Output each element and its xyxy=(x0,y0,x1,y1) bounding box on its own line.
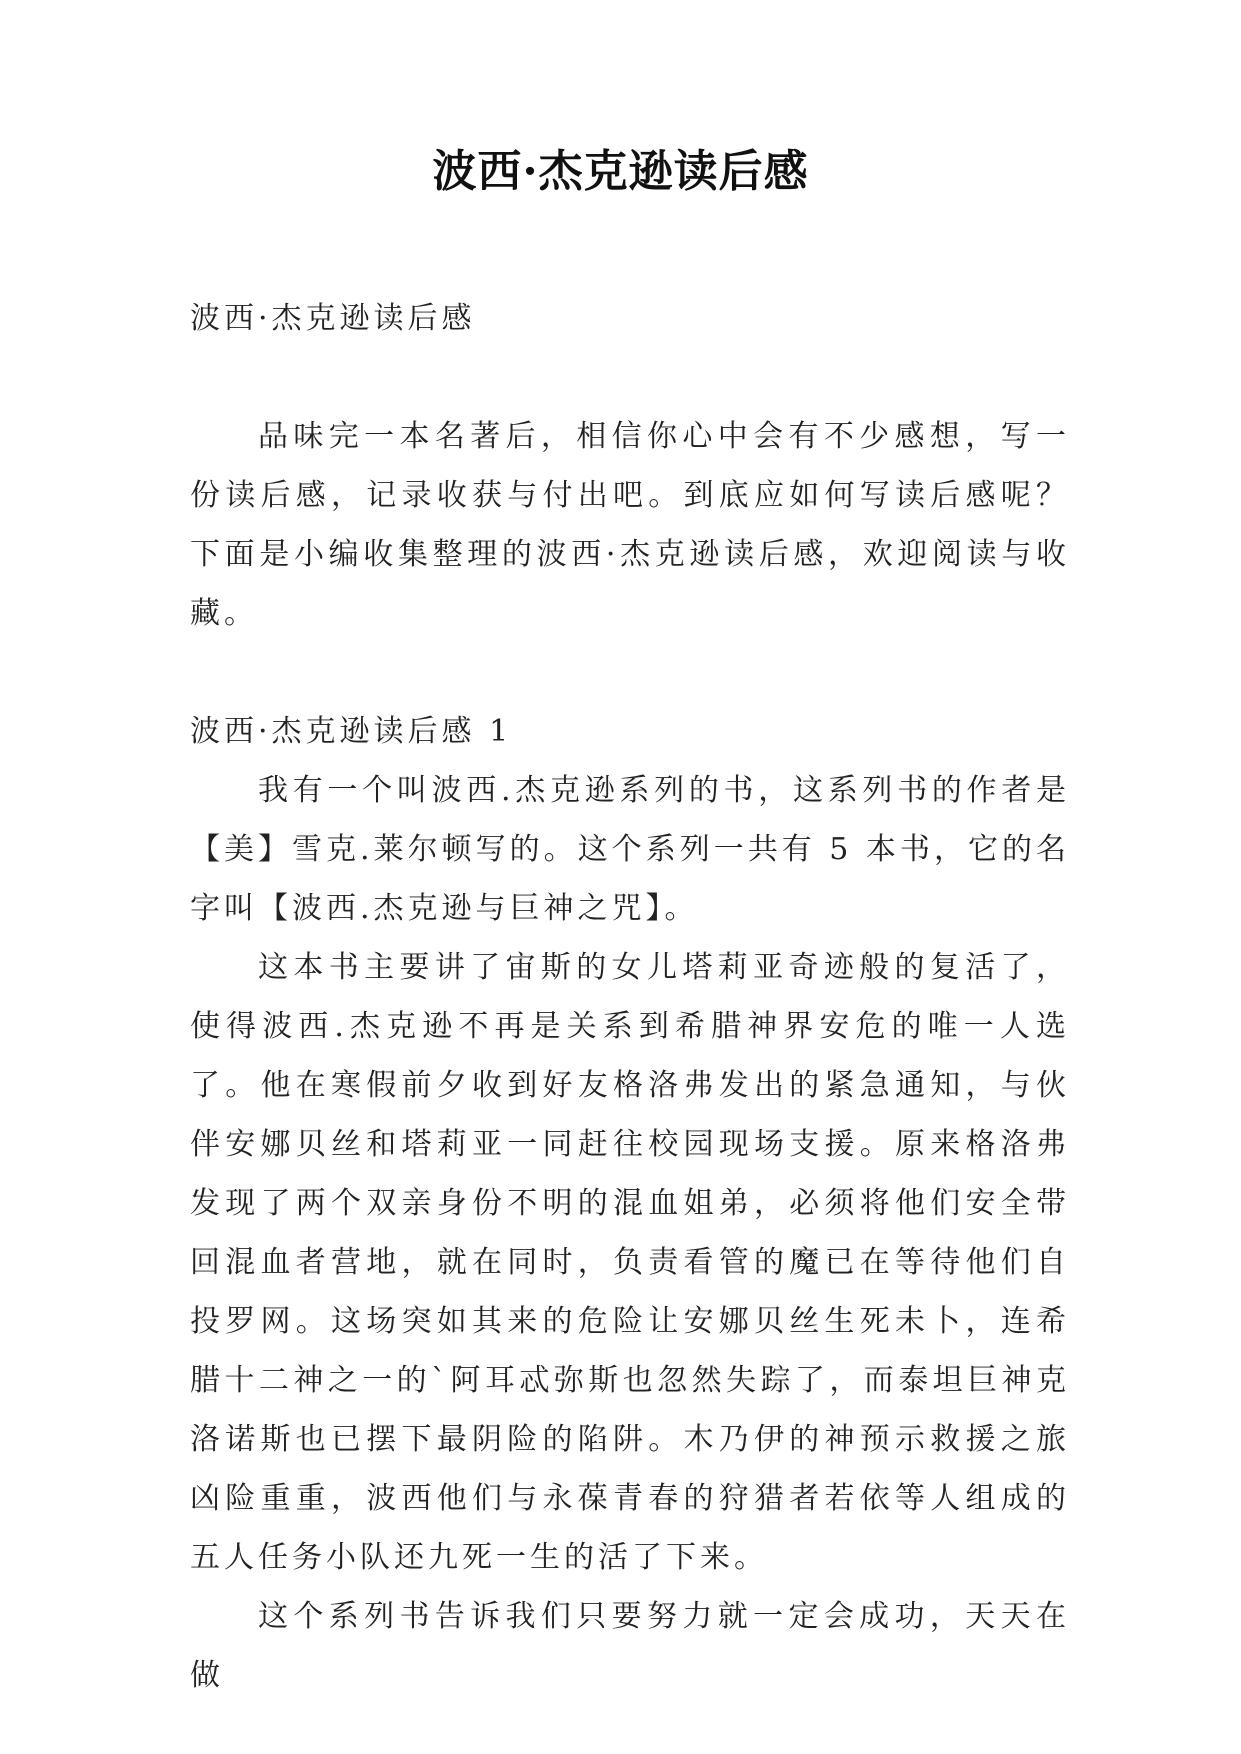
body-paragraph: 这个系列书告诉我们只要努力就一定会成功，天天在做 xyxy=(190,1599,1070,1693)
section-heading: 波西·杰克逊读后感 1 xyxy=(190,714,513,749)
document-body xyxy=(190,289,1070,1705)
intro-paragraph: 品味完一本名著后，相信你心中会有不少感想，写一份读后感，记录收获与付出吧。到底应如何写读后感呢？下面是小编收集整理的波西·杰克逊读后感，欢迎阅读与收藏。 xyxy=(190,419,1070,631)
body-paragraph: 我有一个叫波西.杰克逊系列的书，这系列书的作者是【美】雪克.莱尔顿写的。这个系列一共有 5 本书，它的名字叫【波西.杰克逊与巨神之咒】。 xyxy=(190,773,1070,926)
document-subtitle: 波西·杰克逊读后感 xyxy=(190,301,476,336)
spacer xyxy=(190,348,1070,407)
spacer xyxy=(190,643,1070,702)
document-title: 波西·杰克逊读后感 xyxy=(432,146,809,197)
body-paragraph: 这本书主要讲了宙斯的女儿塔莉亚奇迹般的复活了，使得波西.杰克逊不再是关系到希腊神界安危的唯一人选了。他在寒假前夕收到好友格洛弗发出的紧急通知，与伙伴安娜贝丝和塔莉亚一同赶往校园现场支援。原来格洛弗发现了两个双亲身份不明的混血姐弟，必须将他们安全带回混血者营地，就在同时，负责看管的魔已在等待他们自投罗网。这场突如其来的危险让安娜贝丝生死未卜，连希腊十二神之一的`阿耳忒弥斯也忽然失踪了，而泰坦巨神克洛诺斯也已摆下最阴险的陷阱。木乃伊的神预示救援之旅凶险重重，波西他们与永葆青春的狩猎者若依等人组成的五人任务小队还九死一生的活了下来。 xyxy=(190,950,1070,1575)
